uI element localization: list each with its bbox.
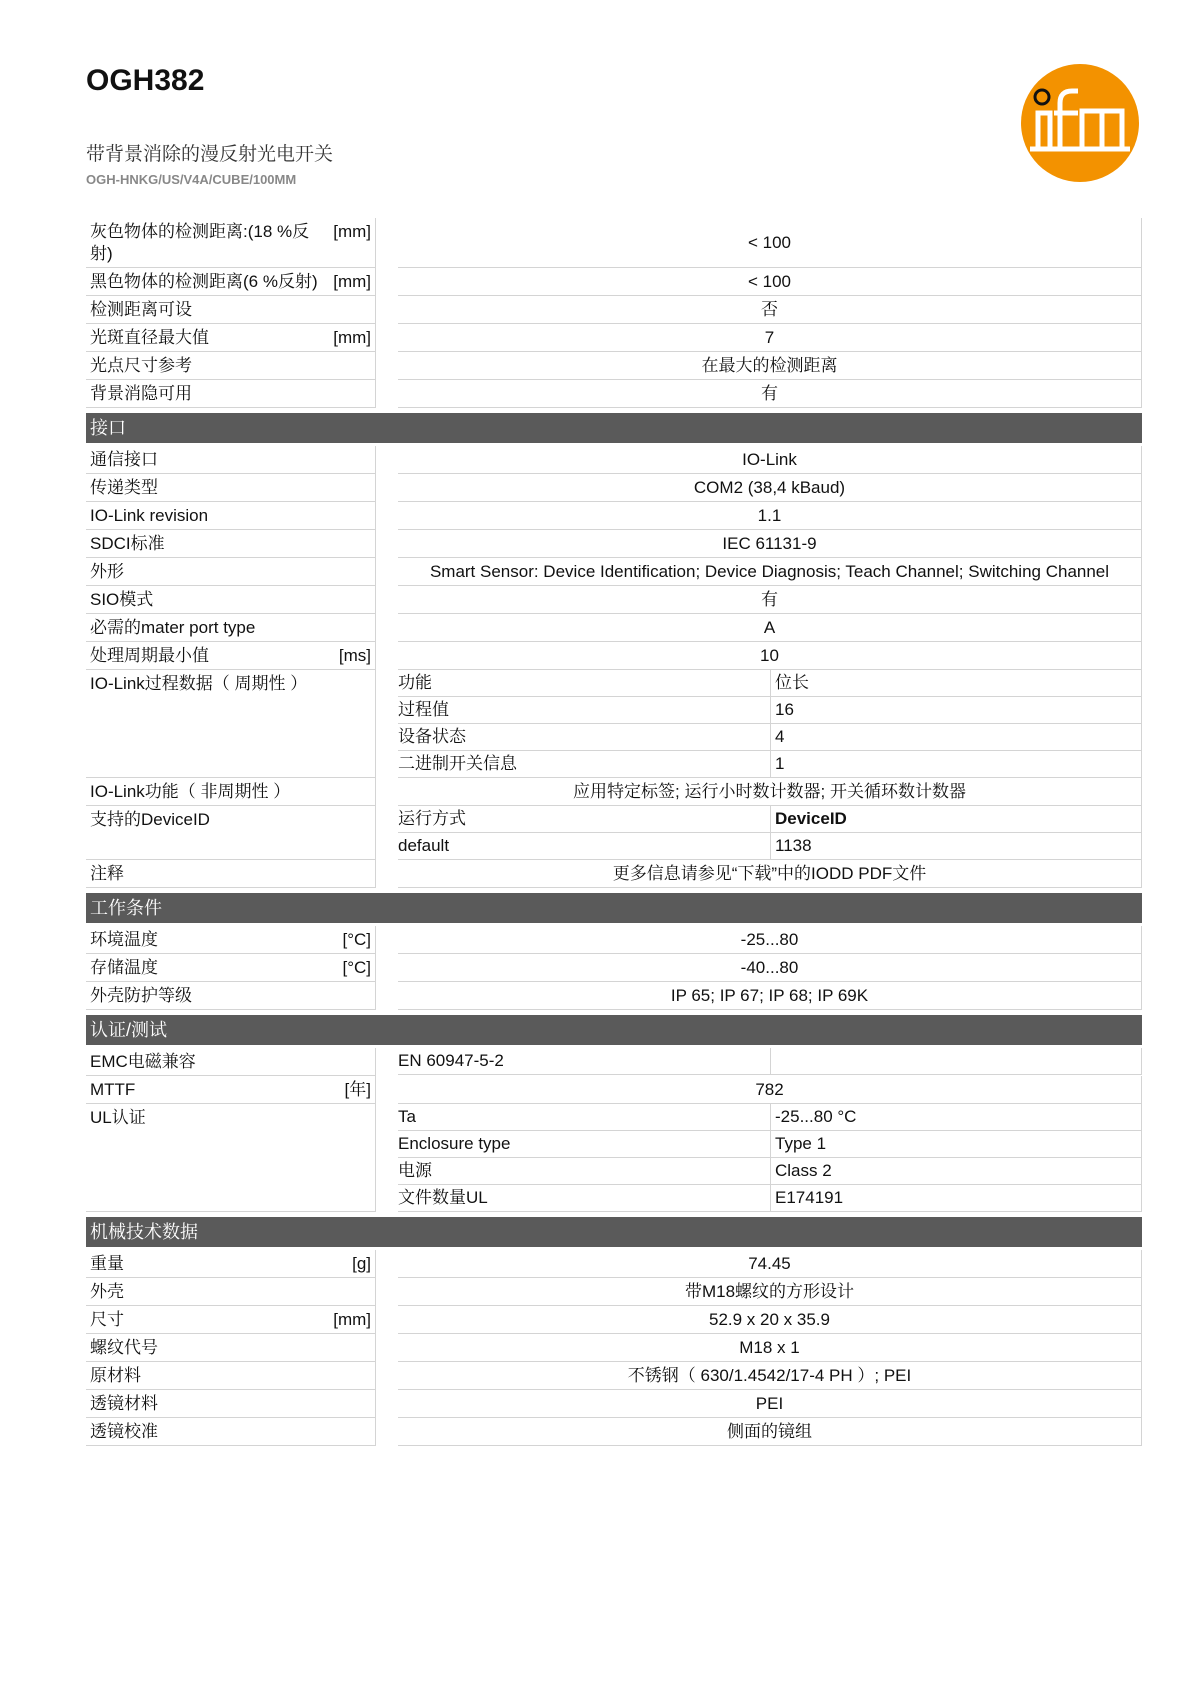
mechanical-rows — [86, 1250, 1142, 1446]
spec-row — [86, 982, 1142, 1010]
process-data-label: IO-Link过程数据（ 周期性 ） — [86, 670, 376, 778]
sub-key: 过程值 — [398, 697, 771, 723]
spec-label: 检测距离可设 — [86, 296, 376, 324]
spec-label: 原材料 — [86, 1362, 376, 1390]
sub-row — [398, 670, 1142, 697]
spec-value: Smart Sensor: Device Identification; Device Diagnosis; Teach Channel; Switching Channel — [398, 558, 1142, 586]
spec-value: -40...80 — [398, 954, 1142, 982]
product-code: OGH-HNKG/US/V4A/CUBE/100MM — [86, 172, 297, 187]
spec-value: IEC 61131-9 — [398, 530, 1142, 558]
sub-row — [398, 806, 1142, 833]
sub-value: 4 — [775, 727, 785, 746]
spec-value: COM2 (38,4 kBaud) — [398, 474, 1142, 502]
sub-value: 位长 — [775, 673, 809, 692]
device-id-table — [398, 806, 1142, 860]
spec-label: 处理周期最小值 [ms] — [86, 642, 376, 670]
sub-row — [398, 833, 1142, 860]
spec-row — [86, 380, 1142, 408]
sub-value: 1138 — [775, 836, 812, 855]
emc-label: EMC电磁兼容 — [86, 1048, 376, 1076]
sub-row — [398, 724, 1142, 751]
spec-label: 通信接口 — [86, 446, 376, 474]
spec-row — [86, 1250, 1142, 1278]
sub-key: 文件数量UL — [398, 1185, 771, 1211]
spec-row — [86, 558, 1142, 586]
spec-label: 存储温度 [°C] — [86, 954, 376, 982]
sub-key: 电源 — [398, 1158, 771, 1184]
sub-key: Ta — [398, 1104, 771, 1130]
ul-label: UL认证 — [86, 1104, 376, 1212]
acyclic-value: 应用特定标签; 运行小时数计数器; 开关循环数计数器 — [398, 778, 1142, 806]
spec-value: 有 — [398, 586, 1142, 614]
sub-row — [398, 751, 1142, 778]
sub-row — [398, 1185, 1142, 1212]
spec-value: 带M18螺纹的方形设计 — [398, 1278, 1142, 1306]
spec-value: 10 — [398, 642, 1142, 670]
sub-key: 功能 — [398, 670, 771, 696]
spec-label: SIO模式 — [86, 586, 376, 614]
spec-label: 透镜材料 — [86, 1390, 376, 1418]
spec-label: 背景消隐可用 — [86, 380, 376, 408]
spec-label: 光斑直径最大值 [mm] — [86, 324, 376, 352]
acyclic-label: IO-Link功能（ 非周期性 ） — [86, 778, 376, 806]
spec-row — [86, 1334, 1142, 1362]
note-value: 更多信息请参见“下载”中的IODD PDF文件 — [398, 860, 1142, 888]
sub-row — [398, 1104, 1142, 1131]
spec-label: 必需的mater port type — [86, 614, 376, 642]
sub-key: default — [398, 833, 771, 859]
spec-value: 侧面的镜组 — [398, 1418, 1142, 1446]
acyclic-row — [86, 778, 1142, 806]
sub-key: 二进制开关信息 — [398, 751, 771, 777]
ifm-logo — [1020, 63, 1140, 183]
spec-label: 黑色物体的检测距离(6 %反射) [mm] — [86, 268, 376, 296]
device-id-row — [86, 806, 1142, 860]
spec-value: PEI — [398, 1390, 1142, 1418]
spec-label: 光点尺寸参考 — [86, 352, 376, 380]
spec-row — [86, 502, 1142, 530]
sub-value: Class 2 — [775, 1161, 832, 1180]
spec-row — [86, 474, 1142, 502]
spec-row — [86, 1390, 1142, 1418]
spec-value: 有 — [398, 380, 1142, 408]
sub-key: 设备状态 — [398, 724, 771, 750]
spec-row — [86, 1418, 1142, 1446]
spec-label: 重量 [g] — [86, 1250, 376, 1278]
section-operating: 工作条件 — [86, 893, 1142, 923]
sub-value: E174191 — [775, 1188, 844, 1207]
spec-label: 螺纹代号 — [86, 1334, 376, 1362]
device-id-label: 支持的DeviceID — [86, 806, 376, 860]
process-data-row — [86, 670, 1142, 778]
ul-table — [398, 1104, 1142, 1212]
sub-key: Enclosure type — [398, 1131, 771, 1157]
spec-value: 不锈钢（ 630/1.4542/17-4 PH ）; PEI — [398, 1362, 1142, 1390]
spec-value: 否 — [398, 296, 1142, 324]
sub-row — [398, 697, 1142, 724]
sub-value: DeviceID — [775, 809, 847, 828]
mttf-row — [86, 1076, 1142, 1104]
spec-row — [86, 926, 1142, 954]
spec-row — [86, 530, 1142, 558]
note-row — [86, 860, 1142, 888]
process-data-table — [398, 670, 1142, 778]
spec-value: < 100 — [398, 218, 1142, 268]
ul-row — [86, 1104, 1142, 1212]
section-approvals: 认证/测试 — [86, 1015, 1142, 1045]
mttf-value: 782 — [398, 1076, 1142, 1104]
detection-rows — [86, 218, 1142, 408]
product-subtitle: 带背景消除的漫反射光电开关 — [86, 144, 334, 165]
spec-row — [86, 296, 1142, 324]
operating-rows — [86, 926, 1142, 1010]
spec-row — [86, 586, 1142, 614]
spec-row — [86, 268, 1142, 296]
sub-key: 运行方式 — [398, 806, 771, 832]
sub-row — [398, 1131, 1142, 1158]
emc-standard: EN 60947-5-2 — [398, 1048, 771, 1074]
spec-value: M18 x 1 — [398, 1334, 1142, 1362]
spec-value: < 100 — [398, 268, 1142, 296]
section-interface: 接口 — [86, 413, 1142, 443]
sub-value: 1 — [775, 754, 785, 773]
spec-label: 传递类型 — [86, 474, 376, 502]
mttf-label: MTTF [年] — [86, 1076, 376, 1104]
spec-value: -25...80 — [398, 926, 1142, 954]
emc-row — [86, 1048, 1142, 1076]
section-mechanical: 机械技术数据 — [86, 1217, 1142, 1247]
spec-row — [86, 352, 1142, 380]
spec-label: IO-Link revision — [86, 502, 376, 530]
spec-label: 环境温度 [°C] — [86, 926, 376, 954]
spec-value: 在最大的检测距离 — [398, 352, 1142, 380]
spec-label: 外壳 — [86, 1278, 376, 1306]
spec-value: 7 — [398, 324, 1142, 352]
spec-row — [86, 218, 1142, 268]
sub-value: 16 — [775, 700, 794, 719]
spec-row — [86, 1278, 1142, 1306]
emc-extra — [771, 1048, 1141, 1074]
spec-value: 52.9 x 20 x 35.9 — [398, 1306, 1142, 1334]
spec-value: 1.1 — [398, 502, 1142, 530]
spec-value: IO-Link — [398, 446, 1142, 474]
sub-value: -25...80 °C — [775, 1107, 857, 1126]
spec-sheet — [86, 218, 1142, 1446]
spec-label: 尺寸 [mm] — [86, 1306, 376, 1334]
note-label: 注释 — [86, 860, 376, 888]
spec-label: 灰色物体的检测距离:(18 %反射) [mm] — [86, 218, 376, 268]
spec-row — [86, 446, 1142, 474]
spec-row — [86, 954, 1142, 982]
spec-row — [86, 614, 1142, 642]
spec-row — [86, 1362, 1142, 1390]
spec-row — [86, 1306, 1142, 1334]
product-title: OGH382 — [86, 64, 205, 97]
spec-value: 74.45 — [398, 1250, 1142, 1278]
spec-label: SDCI标准 — [86, 530, 376, 558]
emc-table — [398, 1048, 1142, 1076]
spec-value: A — [398, 614, 1142, 642]
spec-row — [86, 642, 1142, 670]
interface-rows — [86, 446, 1142, 670]
spec-label: 外壳防护等级 — [86, 982, 376, 1010]
spec-value: IP 65; IP 67; IP 68; IP 69K — [398, 982, 1142, 1010]
spec-label: 外形 — [86, 558, 376, 586]
sub-value: Type 1 — [775, 1134, 827, 1153]
spec-label: 透镜校准 — [86, 1418, 376, 1446]
spec-row — [86, 324, 1142, 352]
sub-row — [398, 1158, 1142, 1185]
